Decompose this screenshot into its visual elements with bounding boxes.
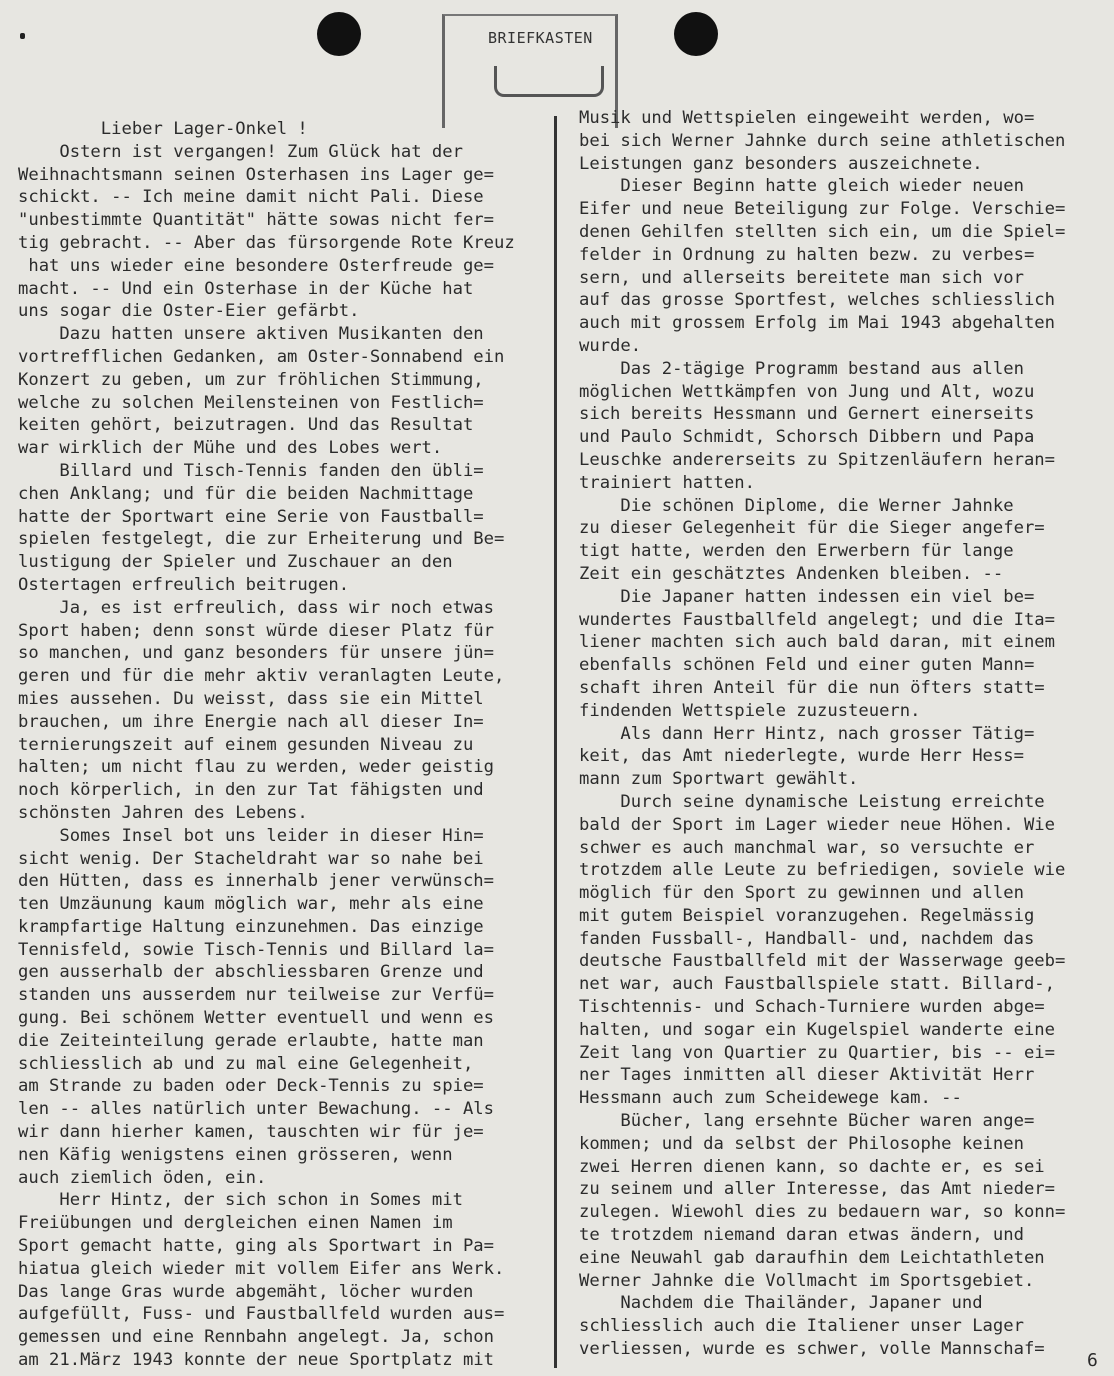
text-line: halten, und sogar ein Kugelspiel wanderte eine bbox=[579, 1019, 1055, 1040]
text-line: die Zeiteinteilung gerade erlaubte, hatte man bbox=[18, 1030, 484, 1051]
text-line: Tennisfeld, sowie Tisch-Tennis und Billard la= bbox=[18, 939, 494, 960]
text-line: krampfartige Haltung einzunehmen. Das einzige bbox=[18, 916, 484, 937]
text-line: verliessen, wurde es schwer, volle Mannschaf= bbox=[579, 1339, 1045, 1360]
text-line: Leistungen ganz besonders auszeichnete. bbox=[579, 153, 983, 174]
text-line: tig gebracht. -- Aber das fürsorgende Rote Kreuz bbox=[18, 232, 515, 253]
text-line: Bücher, lang ersehnte Bücher waren ange= bbox=[579, 1111, 1035, 1132]
text-line: Freiübungen und dergleichen einen Namen im bbox=[18, 1213, 453, 1234]
text-line: Konzert zu geben, um zur fröhlichen Stimmung, bbox=[18, 369, 484, 390]
text-line: möglichen Wettkämpfen von Jung und Alt, wozu bbox=[579, 381, 1035, 402]
text-line: Tischtennis- und Schach-Turniere wurden abge= bbox=[579, 997, 1045, 1018]
text-line: sicht wenig. Der Stacheldraht war so nahe bei bbox=[18, 848, 484, 869]
text-line: Musik und Wettspielen eingeweiht werden, wo= bbox=[579, 108, 1035, 128]
text-line: spielen festgelegt, die zur Erheiterung und Be= bbox=[18, 529, 505, 550]
ink-speck bbox=[20, 33, 25, 39]
text-line: wundertes Faustballfeld angelegt; und die Ita= bbox=[579, 609, 1055, 630]
text-line: trotzdem alle Leute zu befriedigen, soviele wie bbox=[579, 860, 1066, 881]
text-line: brauchen, um ihre Energie nach all dieser In= bbox=[18, 711, 484, 732]
text-line: Weihnachtsmann seinen Osterhasen ins Lager ge= bbox=[18, 164, 494, 185]
text-line: Herr Hintz, der sich schon in Somes mit bbox=[18, 1190, 463, 1211]
text-line: noch körperlich, in den zur Tat fähigsten und bbox=[18, 780, 484, 801]
text-line: fanden Fussball-, Handball- und, nachdem das bbox=[579, 928, 1035, 949]
text-line: auf das grosse Sportfest, welches schliesslich bbox=[579, 290, 1055, 311]
text-line: ner Tages inmitten all dieser Aktivität Herr bbox=[579, 1065, 1035, 1086]
text-line: Das lange Gras wurde abgemäht, löcher wurden bbox=[18, 1281, 474, 1302]
text-line: deutsche Faustballfeld mit der Wasserwage geeb= bbox=[579, 951, 1066, 972]
text-line: sern, und allerseits bereitete man sich vor bbox=[579, 267, 1024, 288]
text-line: felder in Ordnung zu halten bezw. zu verbes= bbox=[579, 244, 1035, 265]
text-line: keit, das Amt niederlegte, wurde Herr Hess= bbox=[579, 746, 1024, 767]
text-line: schönsten Jahren des Lebens. bbox=[18, 802, 308, 823]
text-line: Eifer und neue Beteiligung zur Folge. Verschie= bbox=[579, 199, 1066, 220]
text-line: Ja, es ist erfreulich, dass wir noch etwas bbox=[18, 597, 494, 618]
text-line: tigt hatte, werden den Erwerbern für lange bbox=[579, 541, 1014, 562]
text-line: Werner Jahnke die Vollmacht im Sportsgebiet. bbox=[579, 1270, 1035, 1291]
text-line: Somes Insel bot uns leider in dieser Hin= bbox=[18, 825, 484, 846]
text-line: schaft ihren Anteil für die nun öfters statt= bbox=[579, 677, 1045, 698]
text-line: Die Japaner hatten indessen ein viel be= bbox=[579, 586, 1035, 607]
text-line: nen Käfig wenigstens einen grösseren, wenn bbox=[18, 1144, 453, 1165]
text-line: mies aussehen. Du weisst, dass sie ein Mittel bbox=[18, 688, 484, 709]
text-line: halten; um nicht flau zu werden, weder geistig bbox=[18, 757, 494, 778]
text-line: welche zu solchen Meilensteinen von Festlich= bbox=[18, 392, 484, 413]
text-line: hiatua gleich wieder mit vollem Eifer ans Werk. bbox=[18, 1258, 505, 1279]
text-line: "unbestimmte Quantität" hätte sowas nicht fer= bbox=[18, 210, 494, 231]
text-line: zulegen. Wiewohl dies zu bedauern war, so konn= bbox=[579, 1202, 1066, 1223]
text-line: Durch seine dynamische Leistung erreichte bbox=[579, 791, 1045, 812]
left-text-column bbox=[18, 118, 548, 1372]
text-line: Dazu hatten unsere aktiven Musikanten den bbox=[18, 324, 484, 345]
text-line: ten Umzäunung kaum möglich war, mehr als eine bbox=[18, 894, 484, 915]
text-line: gung. Bei schönem Wetter eventuell und wenn es bbox=[18, 1008, 494, 1029]
text-line: te trotzdem niemand daran etwas ändern, und bbox=[579, 1225, 1024, 1246]
text-line: ebenfalls schönen Feld und einer guten Mann= bbox=[579, 655, 1035, 676]
column-divider bbox=[554, 116, 557, 1368]
text-line: wurde. bbox=[579, 335, 642, 356]
text-line: macht. -- Und ein Osterhase in der Küche hat bbox=[18, 278, 474, 299]
text-line: Das 2-tägige Programm bestand aus allen bbox=[579, 358, 1024, 379]
text-line: Lieber Lager-Onkel ! bbox=[18, 119, 308, 139]
text-line: eine Neuwahl gab daraufhin dem Leichtathleten bbox=[579, 1247, 1045, 1268]
text-line: geren und für die mehr aktiv veranlagten Leute, bbox=[18, 666, 505, 687]
text-line: sich bereits Hessmann und Gernert einerseits bbox=[579, 404, 1035, 425]
text-line: Zeit ein geschätztes Andenken bleiben. -- bbox=[579, 563, 1004, 584]
text-line: Leuschke andererseits zu Spitzenläufern heran= bbox=[579, 449, 1055, 470]
text-line: bald der Sport im Lager wieder neue Höhen. Wie bbox=[579, 814, 1055, 835]
text-line: hatte der Sportwart eine Serie von Faustball= bbox=[18, 506, 484, 527]
text-line: schwer es auch manchmal war, so versuchte er bbox=[579, 837, 1035, 858]
text-line: Zeit lang von Quartier zu Quartier, bis -- ei= bbox=[579, 1042, 1055, 1063]
text-line: Als dann Herr Hintz, nach grosser Tätig= bbox=[579, 723, 1035, 744]
text-line: wir dann hierher kamen, tauschten wir für je= bbox=[18, 1122, 484, 1143]
header-title: BRIEFKASTEN bbox=[488, 29, 593, 47]
text-line: aufgefüllt, Fuss- und Faustballfeld wurden aus= bbox=[18, 1304, 505, 1325]
text-line: ternierungszeit auf einem gesunden Niveau zu bbox=[18, 734, 474, 755]
text-line: hat uns wieder eine besondere Osterfreude ge= bbox=[18, 255, 494, 276]
text-line: vortrefflichen Gedanken, am Oster-Sonnabend ein bbox=[18, 346, 505, 367]
text-line: net war, auch Faustballspiele statt. Billard-, bbox=[579, 974, 1055, 995]
text-line: zwei Herren dienen kann, so dachte er, es sei bbox=[579, 1156, 1045, 1177]
text-line: Nachdem die Thailänder, Japaner und bbox=[579, 1293, 983, 1314]
text-line: keiten gehört, beizutragen. Und das Resultat bbox=[18, 415, 474, 436]
text-line: und Paulo Schmidt, Schorsch Dibbern und Papa bbox=[579, 427, 1035, 448]
text-line: gen ausserhalb der abschliessbaren Grenze und bbox=[18, 962, 484, 983]
text-line: liener machten sich auch bald daran, mit einem bbox=[579, 632, 1055, 653]
text-line: lustigung der Spieler und Zuschauer an den bbox=[18, 552, 453, 573]
text-line: gemessen und eine Rennbahn angelegt. Ja, schon bbox=[18, 1327, 494, 1348]
text-line: auch mit grossem Erfolg im Mai 1943 abgehalten bbox=[579, 313, 1055, 334]
text-line: Billard und Tisch-Tennis fanden den übli= bbox=[18, 460, 484, 481]
text-line: uns sogar die Oster-Eier gefärbt. bbox=[18, 301, 360, 322]
text-line: mit gutem Beispiel voranzugehen. Regelmässig bbox=[579, 905, 1035, 926]
text-line: am Strande zu baden oder Deck-Tennis zu spie= bbox=[18, 1076, 484, 1097]
text-line: schliesslich auch die Italiener unser Lager bbox=[579, 1316, 1024, 1337]
text-line: Sport haben; denn sonst würde dieser Platz für bbox=[18, 620, 494, 641]
page-number: 6 bbox=[1087, 1350, 1098, 1371]
text-line: möglich für den Sport zu gewinnen und allen bbox=[579, 883, 1024, 904]
text-line: Dieser Beginn hatte gleich wieder neuen bbox=[579, 176, 1024, 197]
right-text-column bbox=[579, 107, 1109, 1361]
text-line: Hessmann auch zum Scheidewege kam. -- bbox=[579, 1088, 962, 1109]
text-line: zu dieser Gelegenheit für die Sieger angefer= bbox=[579, 518, 1045, 539]
text-line: Ostern ist vergangen! Zum Glück hat der bbox=[18, 141, 463, 162]
text-line: trainiert hatten. bbox=[579, 472, 755, 493]
text-line: zu seinem und aller Interesse, das Amt nieder= bbox=[579, 1179, 1055, 1200]
text-line: den Hütten, dass es innerhalb jener verwünsch= bbox=[18, 871, 494, 892]
text-line: denen Gehilfen stellten sich ein, um die Spiel= bbox=[579, 221, 1066, 242]
text-line: war wirklich der Mühe und des Lobes wert. bbox=[18, 438, 443, 459]
punch-hole-left bbox=[317, 12, 361, 56]
text-line: auch ziemlich öden, ein. bbox=[18, 1167, 267, 1188]
text-line: Ostertagen erfreulich beitrugen. bbox=[18, 574, 350, 595]
mailbox-slot-icon bbox=[494, 66, 604, 97]
text-line: findenden Wettspiele zuzusteuern. bbox=[579, 700, 921, 721]
text-line: bei sich Werner Jahnke durch seine athletischen bbox=[579, 130, 1066, 151]
text-line: Die schönen Diplome, die Werner Jahnke bbox=[579, 495, 1014, 516]
text-line: am 21.März 1943 konnte der neue Sportplatz mit bbox=[18, 1350, 494, 1371]
text-line: kommen; und da selbst der Philosophe keinen bbox=[579, 1133, 1024, 1154]
text-line: standen uns ausserdem nur teilweise zur Verfü= bbox=[18, 985, 494, 1006]
text-line: mann zum Sportwart gewählt. bbox=[579, 769, 859, 790]
text-line: Sport gemacht hatte, ging als Sportwart in Pa= bbox=[18, 1236, 494, 1257]
text-line: chen Anklang; und für die beiden Nachmittage bbox=[18, 483, 474, 504]
text-line: schickt. -- Ich meine damit nicht Pali. Diese bbox=[18, 187, 484, 208]
text-line: schliesslich ab und zu mal eine Gelegenheit, bbox=[18, 1053, 474, 1074]
punch-hole-right bbox=[674, 12, 718, 56]
text-line: len -- alles natürlich unter Bewachung. -- Als bbox=[18, 1099, 494, 1120]
text-line: so manchen, und ganz besonders für unsere jün= bbox=[18, 643, 494, 664]
